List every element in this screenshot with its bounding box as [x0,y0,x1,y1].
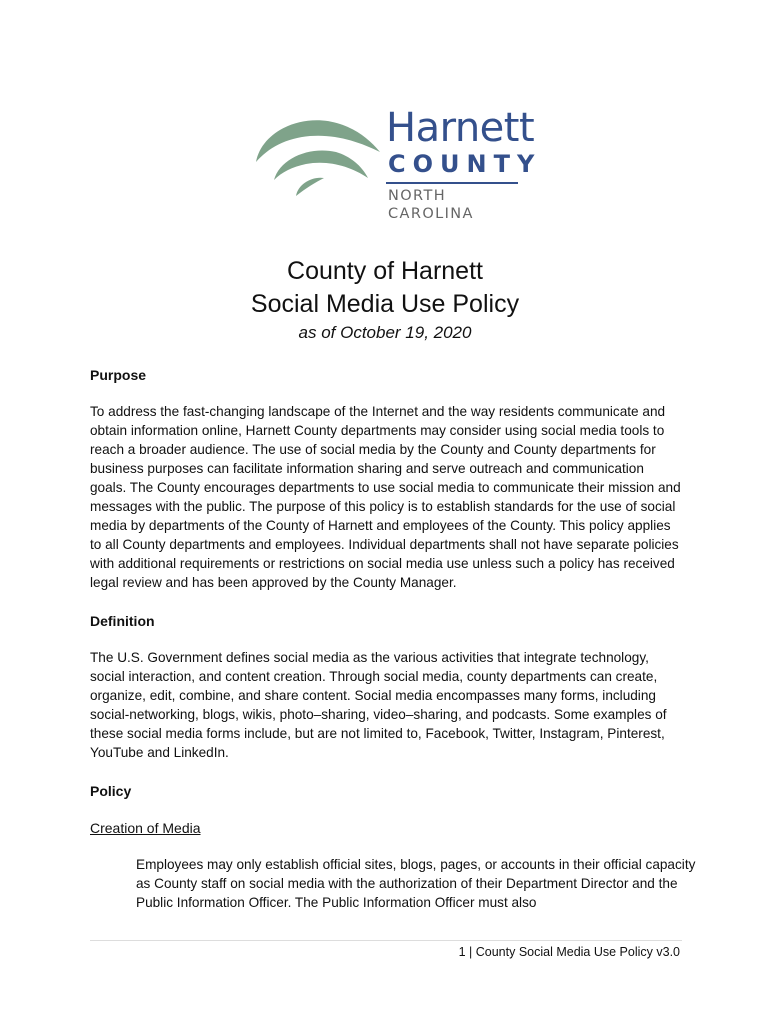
purpose-paragraph: To address the fast-changing landscape of the Internet and the way residents communicate and obtain information online, Harnett County departments may consider using social media tools to reach a broader audience. The use of social media by the County and County departments for business purposes can facilitate information sharing and serve outreach and communication goals. The County encourages departments to use social media to communicate their mission and messages with the public. The purpose of this policy is to establish standards for the use of social media by departments of the County of Harnett and employees of the County. This policy applies to all County departments and employees. Individual departments shall not have separate policies with additional requirements or restrictions on social media use unless such a policy has received legal review and has been approved by the County Manager. [90,404,681,590]
logo-county-text: COUNTY [388,150,542,178]
document-subtitle: Social Media Use Policy [250,290,520,318]
definition-paragraph: The U.S. Government defines social media as the various activities that integrate technology, social interaction, and content creation. Through social media, county departments can create, organize, edit, combine, and share content. Social media encompasses many forms, including social-networking, blogs, wikis, photo–sharing, video–sharing, and podcasts. Some examples of these social media forms include, but are not limited to, Facebook, Twitter, Instagram, Pinterest, YouTube and LinkedIn. [90,650,667,760]
creation-of-media-subheading: Creation of Media [90,820,201,836]
tree-logo-icon [240,100,390,210]
footer-divider [90,940,682,941]
policy-heading: Policy [90,783,132,799]
logo-state-text: NORTH CAROLINA [388,188,474,222]
harnett-county-logo [240,100,542,222]
creation-of-media-paragraph: Employees may only establish official sites, blogs, pages, or accounts in their official capacity as County staff on social media with the authorization of their Department Director and the Public Information Officer. The Public Information Officer must also [136,857,696,910]
purpose-heading: Purpose [90,367,147,383]
document-date: as of October 19, 2020 [298,323,472,342]
page-footer: 1 | County Social Media Use Policy v3.0 [458,945,680,959]
document-title: County of Harnett [287,257,483,285]
logo-divider [386,182,518,184]
definition-heading: Definition [90,613,155,629]
logo-harnett-text: Harnett [386,105,535,151]
